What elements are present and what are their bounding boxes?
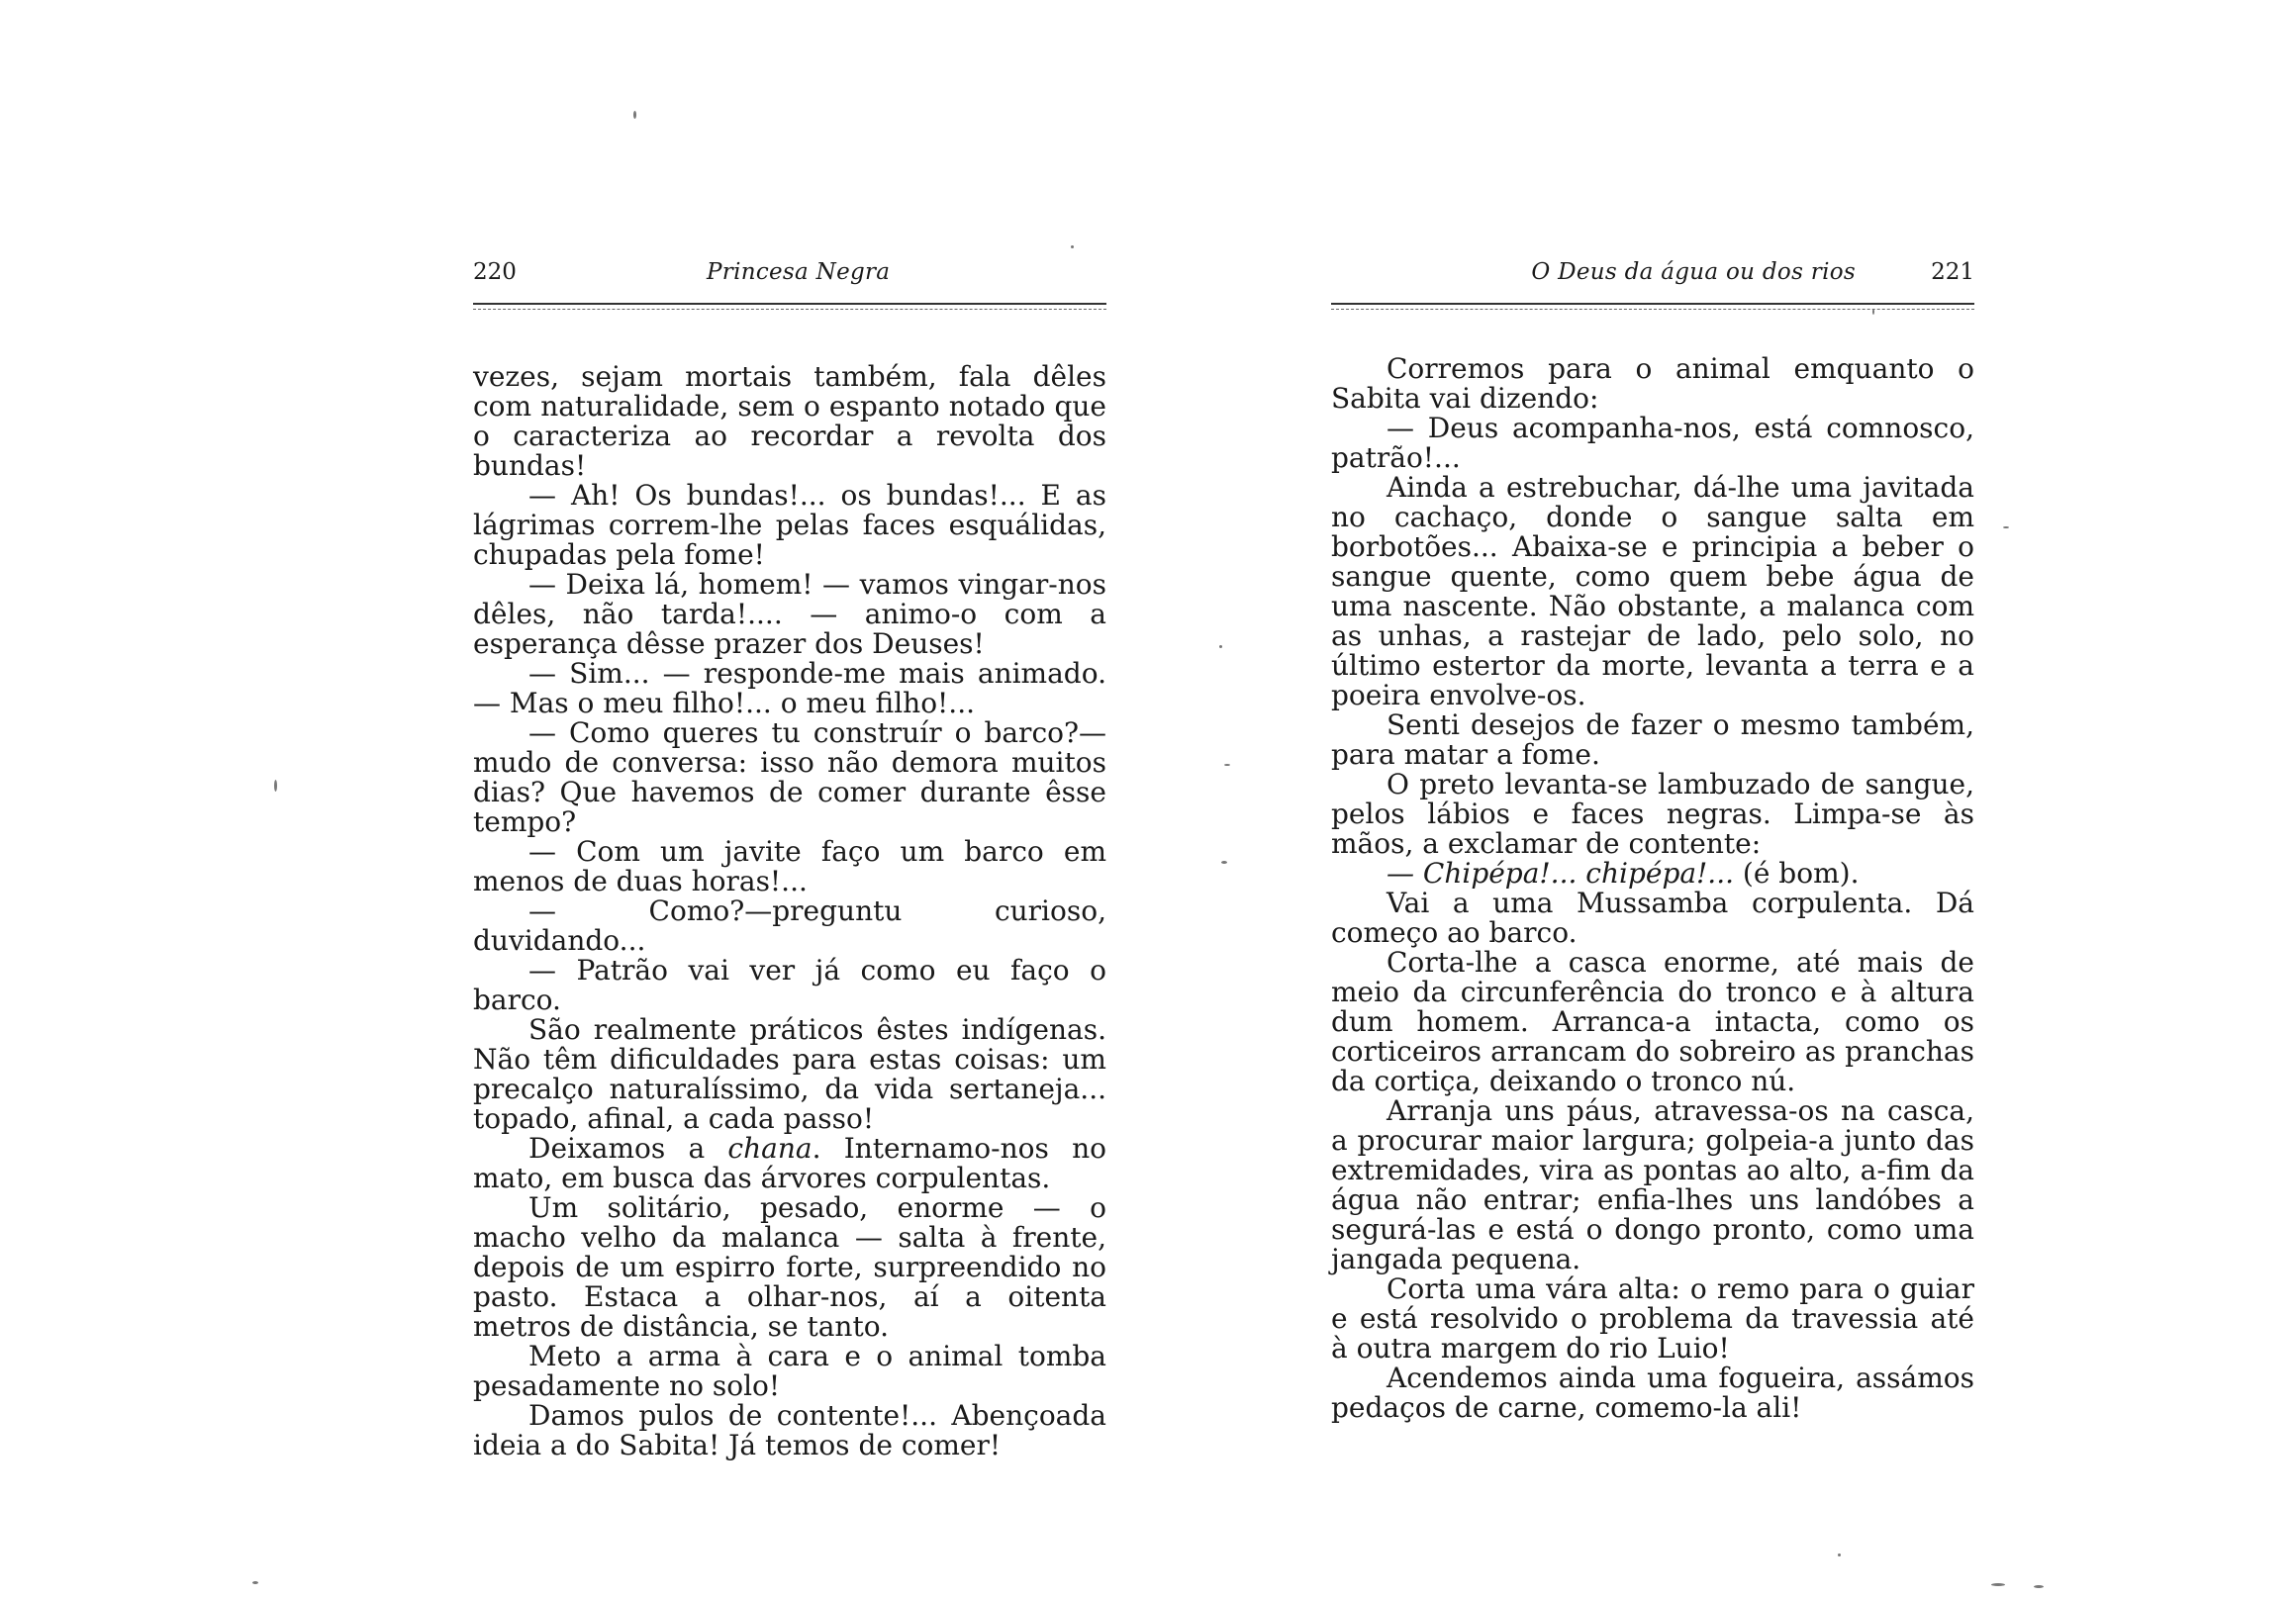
left-page-body — [473, 362, 1106, 1460]
paragraph: vezes, sejam mortais também, fala dêles com naturalidade, sem o espanto notado que o caracteriza ao recordar a revolta dos bundas! — [473, 360, 1106, 482]
paragraph-mato — [473, 1134, 1106, 1193]
paragraph: — Com um javite faço um barco em menos de duas horas!... — [473, 835, 1106, 897]
scan-speck — [1838, 1553, 1841, 1556]
paragraph: São realmente práticos êstes indígenas. Não têm dificuldades para estas coisas: um precalço naturalíssimo, da vida sertaneja... topado, afinal, a cada passo! — [473, 1013, 1106, 1135]
running-title: O Deus da água ou dos rios — [1531, 259, 1856, 285]
paragraph: — Sim... — responde-me mais animado. — Mas o meu filho!... o meu filho!... — [473, 657, 1106, 719]
header-rule-secondary — [1331, 309, 1974, 310]
text-run: . Internamo-nos no mato, em busca das árvores corpulentas. — [473, 1132, 1106, 1194]
scan-speck — [252, 1581, 258, 1584]
scan-speck — [274, 780, 277, 792]
italic-exclamation: — Chipépa!... chipépa!... — [1387, 857, 1735, 890]
paragraph: Senti desejos de fazer o mesmo também, para matar a fome. — [1331, 708, 1974, 771]
paragraph: — Ah! Os bundas!... os bundas!... E as lágrimas correm-lhe pelas faces esquálidas, chupadas pela fome! — [473, 479, 1106, 571]
paragraph: — Deixa lá, homem! — vamos vingar-nos dêles, não tarda!.... — animo-o com a esperança dêsse prazer dos Deuses! — [473, 568, 1106, 660]
paragraph: Corta uma vára alta: o remo para o guiar e está resolvido o problema da travessia até à outra margem do rio Luio! — [1331, 1272, 1974, 1364]
italic-term: chana — [727, 1132, 813, 1165]
paragraph: Um solitário, pesado, enorme — o macho velho da malanca — salta à frente, depois de um espirro forte, surpreendido no pasto. Estaca a olhar-nos, aí a oitenta metros de distância, se tanto. — [473, 1191, 1106, 1343]
right-page — [1331, 0, 1974, 1599]
scan-speck — [1224, 764, 1230, 766]
paragraph: Vai a uma Mussamba corpulenta. Dá começo ao barco. — [1331, 887, 1974, 949]
paragraph: O preto levanta-se lambuzado de sangue, pelos lábios e faces negras. Limpa-se às mãos, a exclamar de contente: — [1331, 768, 1974, 860]
left-page — [473, 0, 1106, 1599]
scan-speck — [1219, 645, 1222, 648]
scan-speck — [1071, 245, 1074, 248]
paragraph: Corremos para o animal emquanto o Sabita vai dizendo: — [1331, 352, 1974, 415]
page-number: 220 — [473, 259, 517, 285]
paragraph: Corta-lhe a casca enorme, até mais de meio da circunferência do tronco e à altura dum homem. Arranca-a intacta, como os corticeiros arrancam do sobreiro as pranchas da cortiça, deixando o tronco nú. — [1331, 946, 1974, 1097]
paragraph: Meto a arma à cara e o animal tomba pesadamente no solo! — [473, 1340, 1106, 1402]
paragraph: Arranja uns páus, atravessa-os na casca, a procurar maior largura; golpeia-a junto das extremidades, vira as pontas ao alto, a-fim da água não entrar; enfia-lhes uns landóbes a segurá-las e está o dongo pronto, como uma jangada pequena. — [1331, 1094, 1974, 1275]
page-number: 221 — [1931, 259, 1974, 285]
scan-speck — [1991, 1583, 2005, 1586]
right-page-body — [1331, 354, 1974, 1423]
header-rule-secondary — [473, 309, 1106, 310]
text-run: (é bom). — [1734, 857, 1860, 890]
header-rule — [1331, 303, 1974, 305]
scan-speck — [1872, 309, 1874, 315]
paragraph: — Deus acompanha-nos, está comnosco, patrão!... — [1331, 412, 1974, 474]
scan-speck — [633, 111, 636, 119]
paragraph: Acendemos ainda uma fogueira, assámos pedaços de carne, comemo-la ali! — [1331, 1362, 1974, 1424]
paragraph: — Patrão vai ver já como eu faço o barco. — [473, 954, 1106, 1016]
scan-speck — [2003, 526, 2009, 528]
paragraph: — Como?—preguntu curioso, duvidando... — [473, 894, 1106, 957]
scan-speck — [2034, 1585, 2044, 1588]
paragraph: Ainda a estrebuchar, dá-lhe uma javitada no cachaço, donde o sangue salta em borbotões... Abaixa-se e principia a beber o sangue quente, como quem bebe água de uma nascente. Não obstante, a malanca com as unhas, a rastejar de lado, pelo solo, no último estertor da morte, levanta a terra e a poeira envolve-os. — [1331, 471, 1974, 711]
paragraph: Damos pulos de contente!... Abençoada ideia a do Sabita! Já temos de comer! — [473, 1399, 1106, 1461]
header-rule — [473, 303, 1106, 305]
scan-speck — [1221, 861, 1227, 864]
paragraph: — Como queres tu construír o barco?— mudo de conversa: isso não demora muitos dias? Que havemos de comer durante êsse tempo? — [473, 716, 1106, 838]
running-title: Princesa Negra — [707, 259, 891, 285]
left-page-header — [473, 259, 1106, 299]
paragraph-exclamation — [1331, 859, 1974, 889]
text-run: Deixamos a — [528, 1132, 728, 1165]
right-page-header — [1331, 259, 1974, 299]
